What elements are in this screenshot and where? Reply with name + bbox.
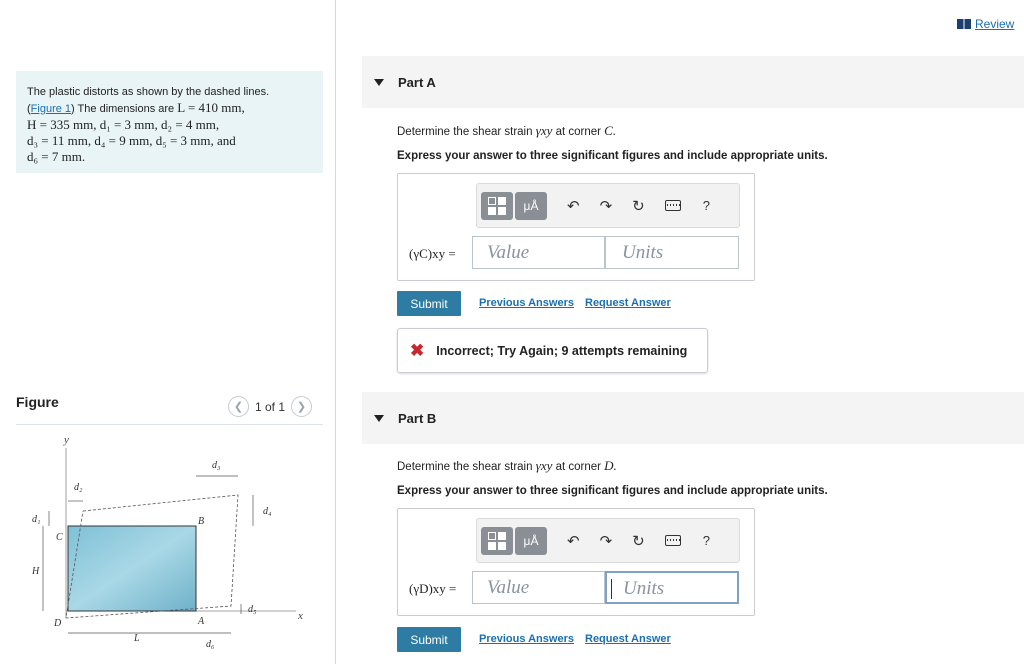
collapse-caret-icon (374, 415, 384, 422)
part-b-answer-box (397, 508, 755, 616)
figure-title: Figure (16, 394, 59, 410)
request-answer-link[interactable]: Request Answer (585, 297, 671, 309)
part-a-title: Part A (398, 74, 436, 90)
units-input[interactable]: Units (605, 236, 739, 269)
part-a-question: Determine the shear strain γxy at corner C. (397, 123, 617, 138)
l-label: L (134, 633, 140, 644)
part-a-answer-box (397, 173, 755, 281)
d5-label: d₅ (248, 604, 257, 615)
undo-icon[interactable]: ↶ (567, 532, 580, 550)
figure-diagram (16, 428, 323, 660)
prev-figure-button[interactable]: ❮ (228, 396, 249, 417)
part-a-header[interactable] (362, 56, 1024, 108)
part-b-question: Determine the shear strain γxy at corner D. (397, 458, 617, 473)
left-pane (0, 0, 336, 664)
y-axis-label: y (64, 434, 69, 446)
units-symbol-button[interactable]: μÅ (515, 527, 547, 555)
units-symbol-button[interactable]: μÅ (515, 192, 547, 220)
feedback-message: ✖ Incorrect; Try Again; 9 attempts remaining (397, 328, 708, 373)
error-x-icon: ✖ (410, 340, 425, 360)
part-b-instruction: Express your answer to three significant figures and include appropriate units. (397, 485, 828, 497)
math-toolbar (476, 518, 740, 563)
figure-link[interactable]: Figure 1 (30, 103, 72, 115)
units-input[interactable]: Units (605, 571, 739, 604)
math-toolbar (476, 183, 740, 228)
collapse-caret-icon (374, 79, 384, 86)
problem-line-4: d₃ = 11 mm, d₄ = 9 mm, d₅ = 3 mm, and (27, 133, 236, 148)
figure-page-count: 1 of 1 (255, 399, 286, 414)
text-cursor (611, 579, 612, 599)
d4-label: d₄ (263, 506, 272, 517)
next-figure-button[interactable]: ❯ (291, 396, 312, 417)
part-a-instruction: Express your answer to three significant figures and include appropriate units. (397, 150, 828, 162)
corner-c-label: C (56, 532, 63, 543)
submit-button[interactable]: Submit (397, 291, 461, 316)
part-b-title: Part B (398, 410, 437, 426)
part-b-header[interactable] (362, 392, 1024, 444)
h-label: H (32, 566, 40, 577)
review-link[interactable]: Review (957, 17, 1014, 31)
problem-line-5: d₆ = 7 mm. (27, 149, 86, 164)
corner-b-label: B (198, 516, 205, 527)
redo-icon[interactable]: ↷ (599, 197, 613, 215)
d2-label: d₂ (74, 482, 83, 493)
submit-button[interactable]: Submit (397, 627, 461, 652)
undo-icon[interactable]: ↶ (567, 197, 580, 215)
previous-answers-link[interactable]: Previous Answers (479, 297, 574, 309)
value-input[interactable]: Value (472, 571, 605, 604)
request-answer-link[interactable]: Request Answer (585, 633, 671, 645)
plastic-plate (68, 526, 196, 611)
corner-a-label: A (198, 616, 205, 627)
problem-line-2: (Figure 1) The dimensions are L = 410 mm, (27, 100, 245, 115)
figure-pager (228, 396, 312, 417)
reset-icon[interactable]: ↻ (632, 197, 645, 215)
book-icon (957, 19, 971, 29)
redo-icon[interactable]: ↷ (599, 532, 613, 550)
gamma-d-label: (γD)xy = (409, 581, 457, 596)
x-axis-label: x (298, 610, 303, 622)
problem-line-3: H = 335 mm, d₁ = 3 mm, d₂ = 4 mm, (27, 117, 220, 132)
d1-label: d₁ (32, 514, 41, 525)
problem-statement (16, 71, 323, 173)
templates-button[interactable] (481, 527, 513, 555)
problem-line-1: The plastic distorts as shown by the dashed lines. (27, 86, 270, 98)
corner-d-label: D (54, 618, 62, 629)
help-icon[interactable]: ? (702, 198, 710, 213)
gamma-c-label: (γC)xy = (409, 246, 456, 261)
value-input[interactable]: Value (472, 236, 605, 269)
help-icon[interactable]: ? (702, 533, 710, 548)
keyboard-icon[interactable] (665, 535, 681, 546)
keyboard-icon[interactable] (665, 200, 681, 211)
reset-icon[interactable]: ↻ (632, 532, 645, 550)
previous-answers-link[interactable]: Previous Answers (479, 633, 574, 645)
templates-button[interactable] (481, 192, 513, 220)
d3-label: d₃ (212, 460, 221, 471)
divider (16, 424, 323, 425)
d6-label: d₆ (206, 639, 215, 650)
